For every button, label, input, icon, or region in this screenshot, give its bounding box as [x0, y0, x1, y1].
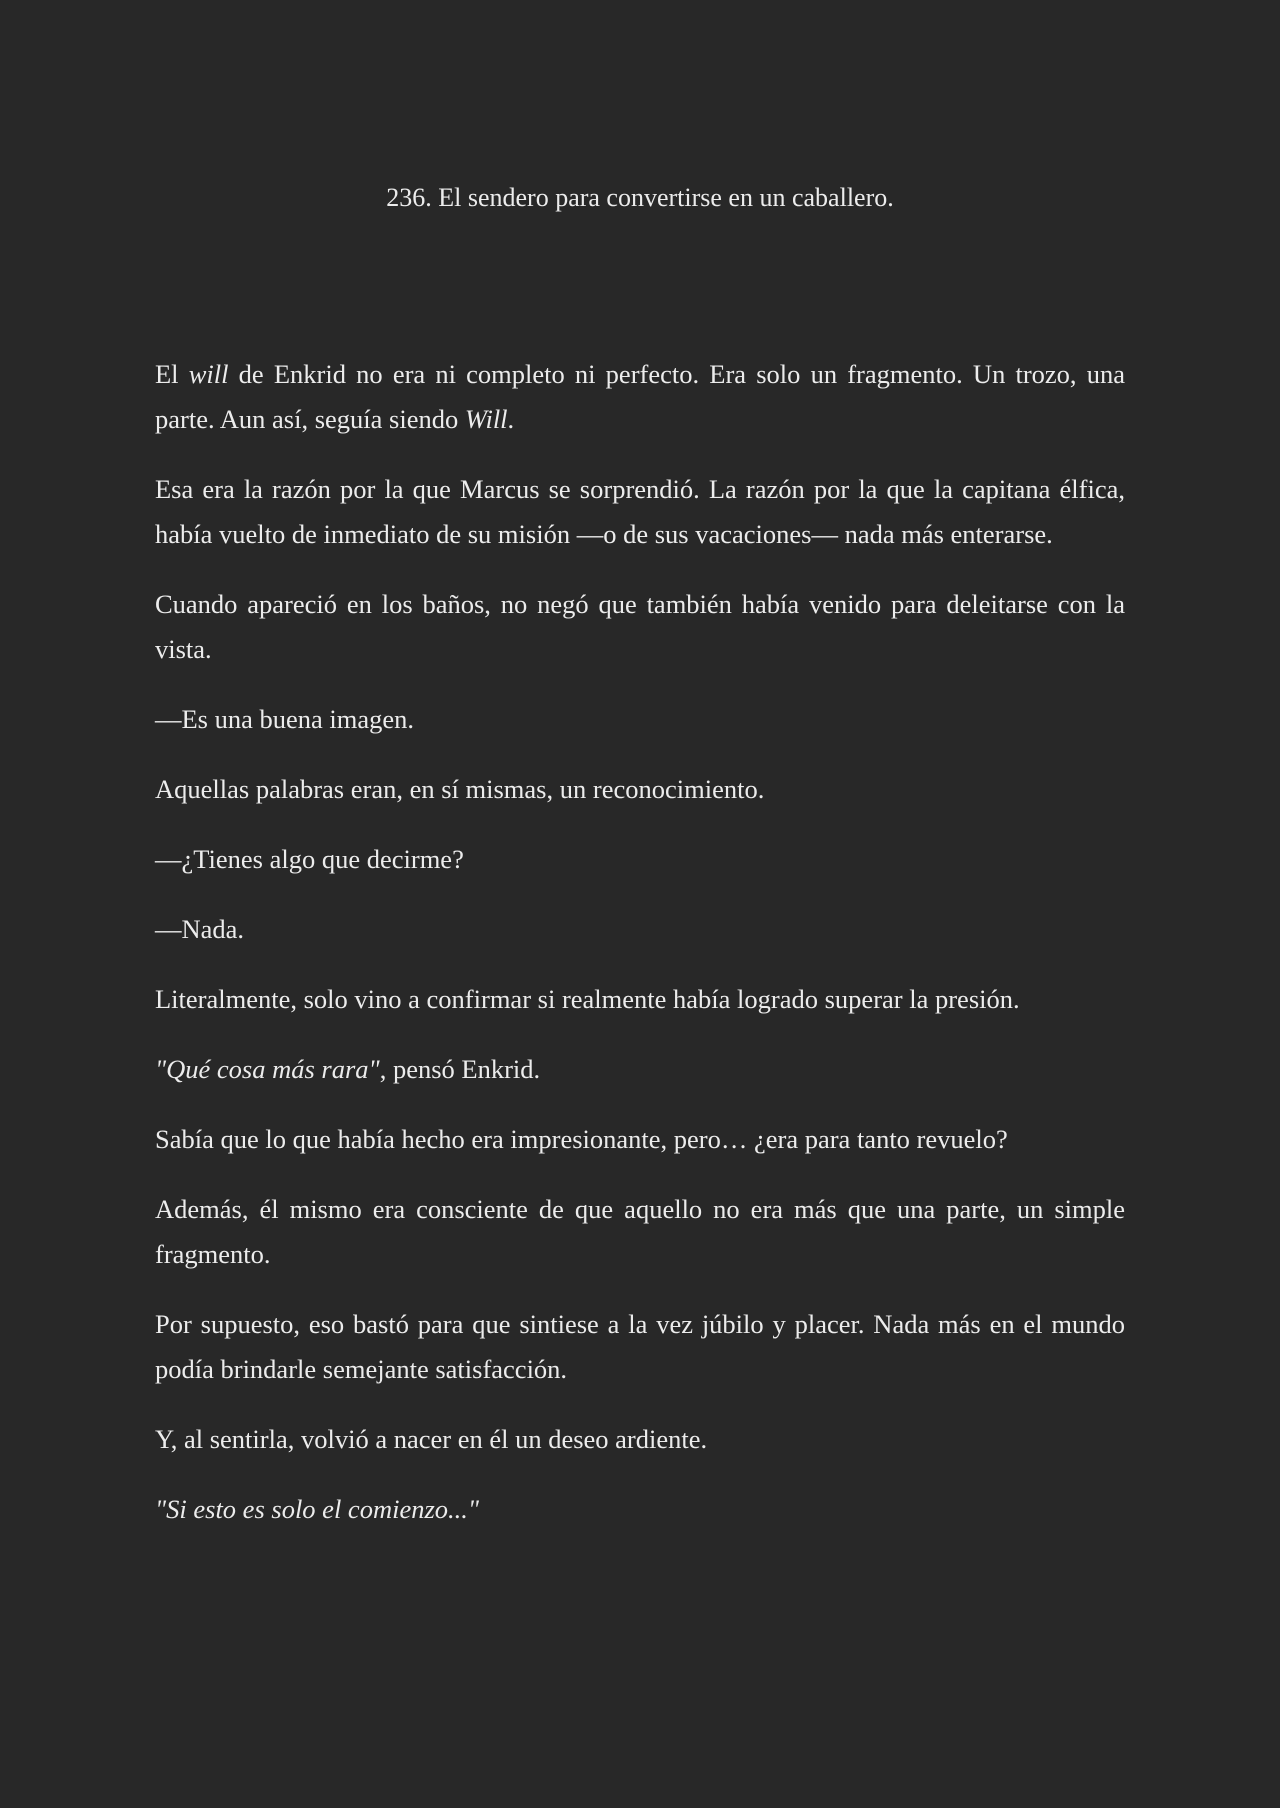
italic-text: Will: [464, 404, 508, 434]
italic-text: will: [188, 359, 229, 389]
thought-line: [155, 1047, 1125, 1092]
thought-line: [155, 1487, 1125, 1532]
dialogue-line: —Nada.: [155, 914, 245, 944]
paragraph: Esa era la razón por la que Marcus se sorprendió. La razón por la que la capitana élfica, había vuelto de inmediato de su misión —o de sus vacaciones— nada más enterarse.: [155, 474, 1125, 549]
paragraph: Por supuesto, eso bastó para que sintiese a la vez júbilo y placer. Nada más en el mundo podía brindarle semejante satisfacción.: [155, 1309, 1125, 1384]
paragraph: Sabía que lo que había hecho era impresionante, pero… ¿era para tanto revuelo?: [155, 1124, 1008, 1154]
italic-text: "Si esto es solo el comienzo...": [155, 1494, 480, 1524]
chapter-body: [155, 352, 1125, 1532]
italic-text: "Qué cosa más rara": [155, 1054, 380, 1084]
text-run: .: [507, 404, 515, 434]
text-run: de Enkrid no era ni completo ni perfecto. Era solo un fragmento. Un trozo, una parte. Aun así, seguía siendo: [155, 359, 1125, 434]
paragraph: Y, al sentirla, volvió a nacer en él un deseo ardiente.: [155, 1424, 708, 1454]
paragraph: [155, 352, 1125, 442]
paragraph: Cuando apareció en los baños, no negó que también había venido para deleitarse con la vista.: [155, 589, 1125, 664]
dialogue-line: —¿Tienes algo que decirme?: [155, 844, 464, 874]
chapter-title: 236. El sendero para convertirse en un caballero.: [386, 183, 894, 212]
paragraph: Además, él mismo era consciente de que aquello no era más que una parte, un simple fragmento.: [155, 1194, 1125, 1269]
paragraph: Aquellas palabras eran, en sí mismas, un reconocimiento.: [155, 774, 765, 804]
text-run: , pensó Enkrid.: [379, 1054, 541, 1084]
dialogue-line: —Es una buena imagen.: [155, 704, 415, 734]
paragraph: Literalmente, solo vino a confirmar si realmente había logrado superar la presión.: [155, 984, 1020, 1014]
text-run: El: [155, 359, 189, 389]
